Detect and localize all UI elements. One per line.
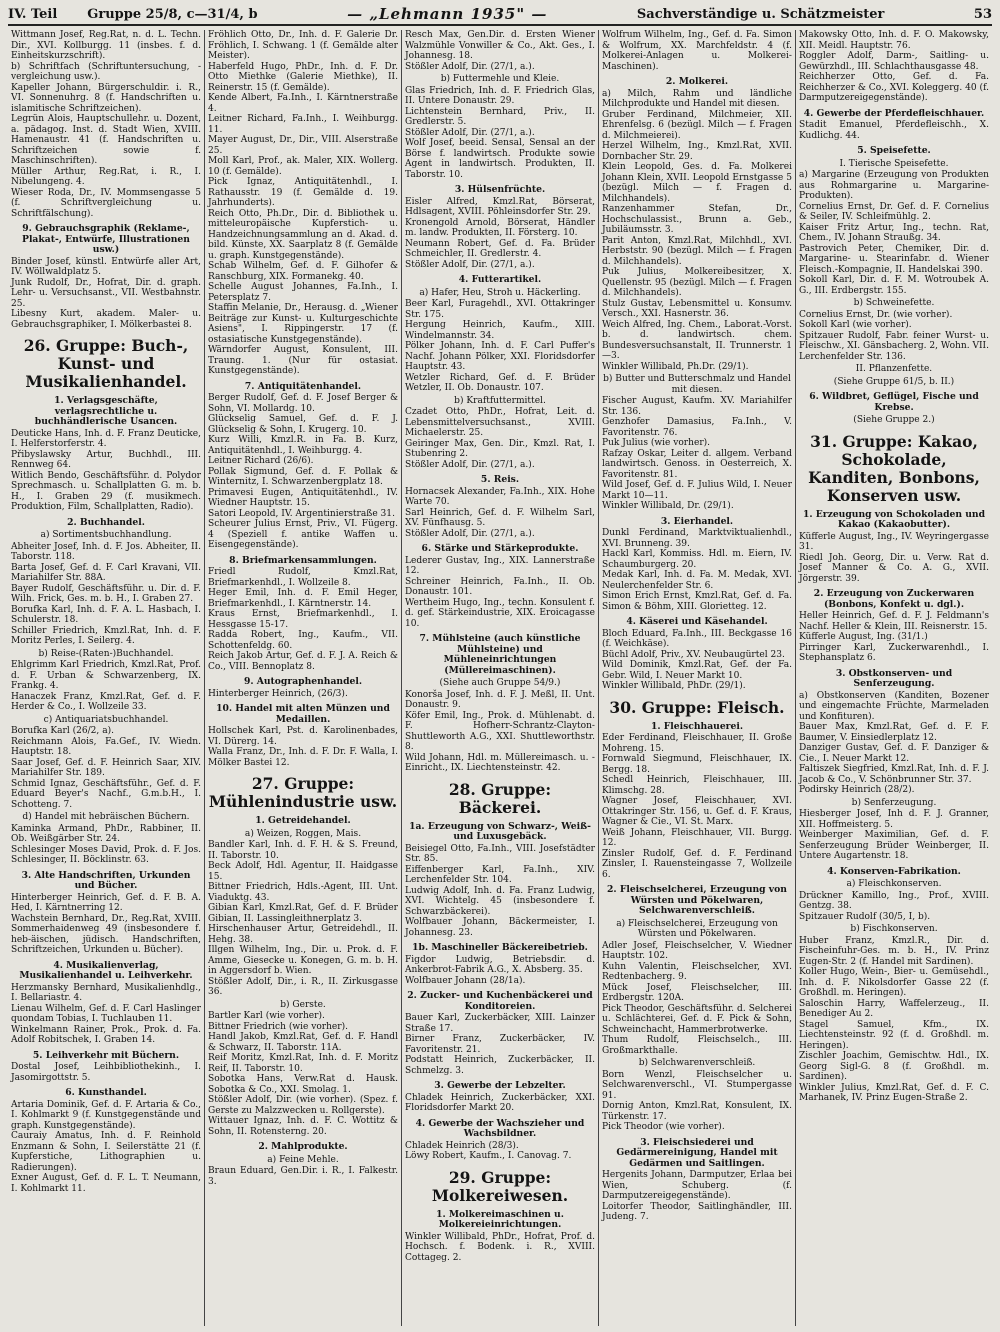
directory-entry: Czadet Otto, PhDr., Hofrat, Leit. d. Lebensmittelversuchsanst., XVIII. Michaelerstr. 25. (405, 407, 595, 438)
group-heading: 28. Gruppe: Bäckerei. (448, 779, 552, 817)
group-heading: 29. Gruppe: Molkereiwesen. (431, 1167, 569, 1205)
directory-entry: Makowsky Otto, Inh. d. F. O. Makowsky, XII. Meidl. Hauptstr. 76. (799, 30, 989, 51)
directory-entry: Schedl Heinrich, Fleischhauer, III. Klimschg. 28. (602, 775, 792, 796)
directory-entry: Hinterberger Heinrich, Gef. d. F. B. A. Hed, I. Kärntnerring 12. (11, 892, 201, 913)
directory-entry: Stößler Adolf, Dir. (27/1, a.). (405, 528, 535, 539)
directory-entry: Birner Franz, Zuckerbäcker, IV. Favoritenstr. 21. (405, 1034, 595, 1055)
directory-entry: Cauraiy Amatus, Inh. d. F. Reinhold Enzmann & Sohn, I. Seilerstätte 21 (f. Kupferstiche, Lithographien u. Radierungen). (11, 1131, 201, 1173)
group-heading: 30. Gruppe: Fleisch. (609, 697, 785, 717)
directory-entry: b) Schriftfach (Schriftuntersuchung, -vergleichung usw.). (11, 61, 201, 82)
directory-entry: Konorša Josef, Inh. d. F. J. Meßl, II. Unt. Donaustr. 9. (405, 689, 595, 710)
directory-entry: Reif Moritz, Kmzl.Rat, Inh. d. F. Moritz Reif, II. Taborstr. 10. (208, 1053, 398, 1074)
directory-entry: Lienau Wilhelm, Gef. d. F. Carl Haslinger quondam Tobias, I. Tuchlauben 11. (11, 1003, 201, 1024)
directory-entry: Pick Theodor, Geschäftsführ. d. Selcherei u. Schlächterei, Gef. d. F. Pick & Sohn, Schweinchacht, Hammerbrotwerke. (602, 1003, 792, 1035)
column-2 (205, 30, 402, 1326)
directory-entry: Puk Julius, Molkereibesitzer, X. Quellenstr. 95 (bezügl. Milch — f. Fragen d. Milchhandels). (602, 267, 792, 298)
directory-entry: Dunkl Ferdinand, Marktviktualienhdl., XVI. Brunneng. 39. (602, 528, 792, 549)
subsection-heading: 6. Wildbret, Geflügel, Fische und Krebse. (809, 391, 979, 413)
directory-entry: Mück Josef, Fleischselcher, III. Erdbergstr. 120A. (602, 982, 792, 1003)
directory-entry: Sokoll Karl, Dir. d. F. M. Wotroubek A. G., III. Erdbergstr. 155. (799, 275, 989, 296)
directory-entry: Borufka Karl, Inh. d. F. A. L. Hasbach, I. Schulerstr. 18. (11, 604, 201, 625)
directory-entry: Stulz Gustav, Lebensmittel u. Konsumv. Versch., XXI. Hasnerstr. 36. (602, 298, 792, 319)
subsection-heading: 1a. Erzeugung von Schwarz-, Weiß- und Luxusgebäck. (409, 820, 591, 842)
directory-entry: Müller Arthur, Reg.Rat, i. R., I. Nibelungeng. 4. (11, 166, 201, 187)
directory-entry: Spitzauer Rudolf (30/5, I, b). (799, 911, 931, 922)
directory-entry: Stößler Adolf, Dir., i. R., II. Zirkusgasse 36. (208, 976, 398, 997)
directory-entry: Winkelmann Rainer, Prok., Prok. d. Fa. Adolf Robitschek, I. Graben 14. (11, 1024, 201, 1045)
category-label: (Siehe Gruppe 2.) (853, 415, 935, 425)
directory-entry: Pastrovich Peter, Chemiker, Dir. d. Margarine- u. Stearinfabr. d. Wiener Fleisch.-Kompagnie, II. Handelskai 390. (799, 243, 989, 275)
directory-entry: Büchl Adolf, Priv., XV. Neubaugürtel 23. (602, 649, 785, 660)
directory-entry: Leitner Richard, Fa.Inh., I. Weihburgg. 11. (208, 114, 398, 135)
directory-entry: Friedl Rudolf, Kmzl.Rat, Briefmarkenhdl., I. Wollzeile 8. (208, 567, 398, 588)
directory-entry: Sarl Heinrich, Gef. d. F. Wilhelm Sarl, XV. Fünfhausg. 5. (405, 507, 595, 528)
subsection-heading: 4. Gewerbe der Pferdefleischhauer. (803, 107, 985, 119)
subsection-heading: 2. Erzeugung von Zuckerwaren (Bonbons, Konfekt u. dgl.). (813, 588, 975, 610)
directory-entry: Loitorfer Theodor, Saitlinghändler, III. Judeng. 7. (602, 1201, 792, 1222)
directory-entry: Weinberger Maximilian, Gef. d. F. Senferzeugung Brüder Weinberger, II. Untere Augartenstr. 18. (799, 830, 989, 861)
directory-entry: Glückselig Samuel, Gef. d. F. J. Glückselig & Sohn, I. Krugerg. 10. (208, 414, 398, 435)
subsection-heading: 6. Stärke und Stärkeprodukte. (421, 543, 579, 554)
directory-entry: Löwy Robert, Kaufm., I. Canovag. 7. (405, 1151, 572, 1161)
subsection-heading: 1. Molkereimaschinen u. Molkereieinrichtungen. (436, 1208, 564, 1230)
directory-entry: Stößler Adolf, Dir. (27/1, a.). (405, 459, 535, 470)
directory-entry: Drückner Kamillo, Ing., Prof., XVIII. Gentzg. 38. (799, 890, 989, 911)
category-label: d) Handel mit hebräischen Büchern. (22, 812, 190, 822)
subsection-heading: 1. Getreidehandel. (255, 815, 351, 826)
directory-entry: Eiffenberger Karl, Fa.Inh., XIV. Lerchenfelder Str. 104. (405, 864, 595, 885)
directory-entry: Ranzenhammer Stefan, Dr., Hochschulassist., Brunn a. Geb., Jubiläumsstr. 3. (602, 204, 792, 235)
directory-entry: Kuhn Valentin, Fleischselcher, XVI. Redtenbacherg. 9. (602, 961, 792, 982)
directory-entry: Chladek Heinrich, Zuckerbäcker, XXI. Floridsdorfer Markt 20. (405, 1092, 595, 1113)
category-label: b) Gerste. (280, 999, 326, 1010)
category-label: b) Kraftfuttermittel. (454, 395, 546, 406)
directory-entry: Kurz Willi, Kmzl.R. in Fa. B. Kurz, Antiquitätenhdl., I. Weihburgg. 4. (208, 435, 398, 456)
subsection-heading: 3. Alte Handschriften, Urkunden und Bücher. (21, 869, 191, 891)
directory-entry: Fornwald Siegmund, Fleischhauer, IX. Bergg. 18. (602, 754, 792, 775)
category-label: a) Fleischkonserven. (846, 879, 942, 889)
directory-entry: Bartler Karl (wie vorher). (208, 1011, 325, 1021)
directory-entry: Fröhlich Otto, Dr., Inh. d. F. Galerie Dr. Fröhlich, I. Schwang. 1 (f. Gemälde alter Meister). (208, 30, 398, 61)
directory-entry: Beisiegel Otto, Fa.Inh., VIII. Josefstädter Str. 85. (405, 843, 595, 864)
directory-entry: Bloch Eduard, Fa.Inh., III. Beckgasse 16 (f. Weichkäse). (602, 628, 792, 649)
directory-entry: Pick Ignaz, Antiquitätenhdl., I. Rathausstr. 19 (f. Gemälde d. 19. Jahrhunderts). (208, 177, 398, 208)
header-left (8, 7, 258, 22)
directory-entry: Leitner Richard (26/6). (208, 456, 314, 466)
subsection-heading: 3. Obstkonserven- und Senferzeugung. (835, 667, 953, 689)
directory-entry: Wolfrum Wilhelm, Ing., Gef. d. Fa. Simon & Wolfrum, XX. Marchfeldstr. 4 (f. Molkerei-Anlagen u. Molkerei-Maschinen). (602, 30, 792, 72)
directory-entry: Stößler Adolf, Dir. (27/1, a.). (405, 61, 535, 72)
subsection-heading: 2. Zucker- und Kuchenbäckerei und Konditoreien. (407, 990, 593, 1012)
directory-entry: Wolfbauer Johann, Bäckermeister, I. Johannesg. 23. (405, 917, 595, 938)
subsection-heading: 10. Handel mit alten Münzen und Medaillen. (216, 703, 390, 725)
directory-entry: Neumann Robert, Gef. d. Fa. Brüder Schmeichler, II. Gredlerstr. 4. (405, 238, 595, 259)
directory-entry: Schmid Ignaz, Geschäftsführ., Gef. d. F. Eduard Beyer's Nachf., G.m.b.H., I. Schotteng. 7. (11, 778, 201, 810)
directory-entry: Hanaczek Franz, Kmzl.Rat, Gef. d. F. Herder & Co., I. Wollzeile 33. (11, 691, 201, 712)
directory-entry: Winkler Willibald, Ph.Dr. (29/1). (602, 361, 749, 372)
directory-entry: Wild Dominik, Kmzl.Rat, Gef. der Fa. Gebr. Wild, I. Neuer Markt 10. (602, 660, 792, 681)
directory-entry: Illgen Wilhelm, Ing., Dir. u. Prok. d. F. Amme, Giesecke u. Konegen, G. m. b. H. in Aggersdorf b. Wien. (208, 945, 398, 976)
directory-entry: Satori Leopold, IV. Argentinierstraße 31. (208, 508, 395, 519)
directory-entry: Sokoll Karl (wie vorher). (799, 320, 912, 330)
category-label: b) Reise-(Raten-)Buchhandel. (38, 648, 174, 659)
directory-entry: Sobotka Hans, Verw.Rat d. Hausk. Sobotka & Co., XXI. Smolag. 1. (208, 1074, 398, 1095)
directory-entry: Schab Wilhelm, Gef. d. F. Gilhofer & Ranschburg, XIX. Formanekg. 40. (208, 261, 398, 282)
category-label: a) Feine Mehle. (267, 1154, 339, 1165)
directory-entry: a) Obstkonserven (Kanditen, Bozener und eingemachte Früchte, Marmeladen und Konfituren). (799, 690, 989, 722)
subsection-heading: 4. Käserei und Käsehandel. (626, 616, 768, 627)
directory-entry: Kaminka Armand, PhDr., Rabbiner, II. Ob. Weißgärber Str. 24. (11, 823, 201, 844)
directory-entry: Ehlgrimm Karl Friedrich, Kmzl.Rat, Prof. d. F. Urban & Schwarzenberg, IX. Frankg. 4. (11, 660, 201, 691)
directory-entry: Danziger Gustav, Gef. d. F. Danziger & Cie., I. Neuer Markt 12. (799, 743, 989, 764)
directory-entry: Adler Josef, Fleischselcher, V. Wiedner Hauptstr. 102. (602, 940, 792, 961)
directory-entry: Pölker Johann, Inh. d. F. Carl Puffer's Nachf. Johann Pölker, XXI. Floridsdorfer Hauptstr. 43. (405, 341, 595, 372)
directory-entry: Bandler Karl, Inh. d. F. H. & S. Freund, II. Taborstr. 10. (208, 840, 398, 861)
directory-entry: Kaiser Fritz Artur, Ing., techn. Rat, Chem., IV. Johann Straußg. 34. (799, 222, 989, 243)
directory-entry: Koller Hugo, Wein-, Bier- u. Gemüsehdl., Inh. d. F. Nikolsdorfer Gasse 22 (f. Großhdl. m. Heringen). (799, 967, 989, 998)
directory-entry: Born Wenzl, Fleischselcher u. Selchwarenverschl., VI. Stumpergasse 91. (602, 1069, 792, 1101)
directory-entry: Weiß Johann, Fleischhauer, VII. Burgg. 12. (602, 827, 792, 848)
directory-entry: Hornacsek Alexander, Fa.Inh., XIX. Hohe Warte 70. (405, 486, 595, 507)
directory-entry: Genzhofer Damasius, Fa.Inh., V. Favoritenstr. 76. (602, 417, 792, 438)
directory-entry: Eisler Alfred, Kmzl.Rat, Börserat, Hdlsagent, XVIII. Pöhleinsdorfer Str. 29. (405, 196, 595, 217)
directory-entry: Stößler Adolf, Dir. (wie vorher). (Spez. f. Gerste zu Malzzwecken u. Rollgerste). (208, 1095, 398, 1116)
subsection-heading: 4. Musikalienverlag, Musikalienhandel u. Leihverkehr. (19, 959, 193, 981)
category-label: b) Schweinefette. (853, 298, 935, 308)
directory-entry: Winkler Julius, Kmzl.Rat, Gef. d. F. C. Marhanek, IV. Prinz Eugen-Straße 2. (799, 1082, 989, 1103)
directory-entry: Barta Josef, Gef. d. F. Carl Kravani, VII. Mariahilfer Str. 88A. (11, 562, 201, 583)
directory-entry: Wachstein Bernhard, Dr., Reg.Rat, XVIII. Sommerhaidenweg 49 (insbesondere f. heb-äischen, jüdisch. Handschriften, Schriftzeichen, Urkunden u. Bücher). (11, 913, 201, 955)
column-4 (599, 30, 796, 1326)
subsection-heading: 1. Fleischhauerei. (650, 720, 744, 732)
subsection-heading: 3. Gewerbe der Lebzelter. (434, 1080, 566, 1091)
directory-entry: Saloschin Harry, Waffelerzeug., II. Benediger Au 2. (799, 998, 989, 1019)
directory-entry: Stadit Emanuel, Pferdefleischh., X. Kudlichg. 44. (799, 120, 989, 141)
page-header (8, 4, 992, 26)
directory-entry: Pirringer Karl, Zuckerwarenhdl., I. Stephansplatz 6. (799, 642, 989, 663)
directory-entry: Lichtenstein Bernhard, Priv., II. Gredlerstr. 5. (405, 106, 595, 127)
directory-entry: Saar Josef, Gef. d. F. Heinrich Saar, XIV. Mariahilfer Str. 189. (11, 757, 201, 778)
directory-entry: Hergung Heinrich, Kaufm., XIII. Windelmannstr. 34. (405, 320, 595, 341)
directory-entry: Spitzauer Rudolf, Fabr. feiner Wurst- u. Fleischw., XI. Gänsbacherg. 2, Wohn. VII. Lerchenfelder Str. 136. (799, 330, 990, 362)
directory-entry: Medak Karl, Inh. d. Fa. M. Medak, XVI. Neulerchenfelder Str. 6. (602, 570, 792, 591)
directory-entry: Legrün Alois, Hauptschullehr. u. Dozent, a. pädagog. Inst. d. Stadt Wien, XVIII. Hamenaustr. 41 (f. Handschriften u. Schriftzeichen sowie f. Maschinschriften). (11, 114, 201, 166)
subsection-heading: 9. Autographenhandel. (243, 676, 363, 687)
subsection-heading: 7. Mühlsteine (auch künstliche Mühlsteine) und Mühleneinrichtungen (Müllereimaschinen). (419, 633, 581, 676)
directory-entry: Schlesinger Moses David, Prok. d. F. Jos. Schlesinger, II. Böcklinstr. 63. (11, 844, 201, 865)
category-label: a) Weizen, Roggen, Mais. (244, 828, 362, 839)
directory-entry: Cornelius Ernst, Dr. (wie vorher). (799, 309, 953, 320)
directory-entry: Chladek Heinrich (28/3). (405, 1140, 519, 1151)
directory-entry: Wärndorfer August, Konsulent, III. Traung. 1. (Nur für ostasiat. Kunstgegenstände). (208, 345, 398, 376)
category-label: I. Tierische Speisefette. (839, 158, 949, 169)
directory-entry: Geiringer Max, Gen. Dir., Kmzl. Rat, I. Stubenring 2. (405, 438, 595, 459)
subsection-heading: 3. Hülsenfrüchte. (454, 184, 546, 195)
directory-entry: Gibian Karl, Kmzl.Rat, Gef. d. F. Brüder Gibian, II. Lassingleithnerplatz 3. (208, 903, 398, 924)
directory-entry: Riedl Joh. Georg, Dir. u. Verw. Rat d. Josef Manner & Co. A. G., XVII. Jörgerstr. 39. (799, 552, 989, 584)
subsection-heading: 7. Antiquitätenhandel. (244, 380, 362, 392)
subsection-heading: 3. Eierhandel. (660, 515, 734, 527)
category-label: b) Senferzeugung. (851, 797, 937, 808)
subsection-heading: 4. Konserven-Fabrikation. (827, 865, 961, 877)
directory-entry: Beer Karl, Furagehdl., XVI. Ottakringer Str. 175. (405, 299, 595, 320)
directory-entry: Berger Rudolf, Gef. d. F. Josef Berger & Sohn, VI. Mollardg. 10. (208, 393, 398, 414)
directory-entry: a) Milch, Rahm und ländliche Milchprodukte und Handel mit diesen. (602, 88, 792, 109)
directory-entry: Junk Rudolf, Dr., Hofrat, Dir. d. graph. Lehr- u. Versuchsanst., VII. Westbahnstr. 25. (11, 277, 201, 309)
directory-entry: Reich Jakob Artur, Gef. d. F. J. A. Reich & Co., VIII. Bennoplatz 8. (208, 651, 398, 672)
directory-entry: Beck Adolf, Hdl. Agentur, II. Haidgasse 15. (208, 861, 398, 882)
directory-entry: Witlich Bendo, Geschäftsführ. d. Polydor Sprechmasch. u. Schallplatten G. m. b. H., I. Graben 29 (f. musikmech. Produktion, Film, Schallplatten, Radio). (11, 470, 201, 512)
directory-entry: Glas Friedrich, Inh. d. F. Friedrich Glas, II. Untere Donaustr. 29. (405, 85, 595, 106)
directory-entry: Herzel Wilhelm, Ing., Kmzl.Rat, XVII. Dornbacher Str. 29. (602, 141, 792, 162)
directory-entry: Wieser Roda, Dr., IV. Mommsengasse 5 (f. Schriftvergleichung u. Schriftfälschung). (11, 187, 201, 219)
group-heading: 26. Gruppe: Buch-, Kunst- und Musikalienhandel. (23, 336, 189, 391)
category-label: (Siehe Gruppe 61/5, b. II.) (833, 376, 955, 387)
directory-entry: Simon Erich Ernst, Kmzl.Rat, Gef. d. Fa. Simon & Böhm, XIII. Glorietteg. 12. (602, 591, 792, 612)
directory-entry: Bauer Max, Kmzl.Rat, Gef. d. F. F. Baumer, V. Einsiedlerplatz 12. (799, 722, 989, 743)
subsection-heading: 2. Fleischselcherei, Erzeugung von Würsten und Pökelwaren, Selchwarenverschleiß. (607, 884, 787, 916)
subsection-heading: 5. Speisefette. (857, 145, 931, 156)
directory-entry: Heger Emil, Inh. d. F. Emil Heger, Briefmarkenhdl., I. Kärntnerstr. 14. (208, 588, 398, 609)
directory-entry: Wild Josef, Gef. d. F. Julius Wild, I. Neuer Markt 10—11. (602, 480, 792, 501)
group-heading: 27. Gruppe: Mühlenindustrie usw. (208, 774, 398, 811)
column-5 (796, 30, 992, 1326)
subsection-heading: 1. Erzeugung von Schokoladen und Kakao (Kakaobutter). (802, 508, 986, 530)
subsection-heading: 3. Fleischsiederei und Gedärmereinigung, Handel mit Gedärmen und Saitlingen. (616, 1136, 778, 1169)
directory-entry: Puk Julius (wie vorher). (602, 438, 711, 448)
directory-entry: Podirsky Heinrich (28/2). (799, 785, 915, 795)
subsection-heading: 1. Verlagsgeschäfte, verlagsrechtliche u. buchhändlerische Usancen. (34, 395, 178, 427)
category-label: a) Hafer, Heu, Stroh u. Häckerling. (419, 287, 581, 298)
group-range: Gruppe 25/8, c—31/4, b (87, 6, 258, 22)
directory-entry: Winkler Willibald, PhDr., Hofrat, Prof. d. Hochsch. f. Bodenk. i. R., XVIII. Cottageg. 2. (405, 1231, 595, 1263)
directory-entry: Deuticke Hans, Inh. d. F. Franz Deuticke, I. Helferstorferstr. 4. (11, 428, 201, 449)
directory-entry: Hiesberger Josef, Inh d. F. J. Granner, XII. Hoffmeisterg. 5. (799, 809, 989, 830)
directory-entry: Wild Johann, Hdl. m. Müllereimasch. u. -Einricht., IX. Liechtensteinstr. 42. (405, 752, 595, 773)
directory-entry: Reichherzer Otto, Gef. d. Fa. Reichherzer & Co., XVI. Koleggerg. 40 (f. Darmputzereigegenstände). (799, 72, 989, 103)
directory-entry: Bayer Rudolf, Geschäftsführ. u. Dir. d. F. Wilh. Frick, Ges. m. b. H., I. Graben 27. (11, 583, 201, 604)
directory-entry: Wittauer Ignaz, Inh. d. F. C. Wottitz & Sohn, II. Rotensterng. 20. (208, 1116, 398, 1137)
directory-entry: Fischer August, Kaufm. XV. Mariahilfer Str. 136. (602, 396, 792, 417)
directory-entry: Braun Eduard, Gen.Dir. i. R., I. Falkestr. 3. (208, 1166, 398, 1187)
directory-entry: Radda Robert, Ing., Kaufm., VII. Schottenfeldg. 60. (208, 630, 398, 651)
directory-entry: Artaria Dominik, Gef. d. F. Artaria & Co., I. Kohlmarkt 9 (f. Kunstgegenstände und graph. Kunstgegenstände). (11, 1099, 201, 1131)
directory-entry: Wittmann Josef, Reg.Rat, n. d. L. Techn. Dir., XVI. Kollburgg. 11 (insbes. f. d. Einheitskurzschrift). (11, 30, 201, 61)
category-label: II. Pflanzenfette. (855, 364, 933, 374)
directory-entry: Roggler Adolf, Darm-, Saitling- u. Gewürzhdl., III. Schlachthausgasse 48. (799, 51, 989, 72)
subsection-heading: 4. Futterartikel. (458, 274, 542, 285)
directory-entry: Kronengold Arnold, Börserat, Händler m. landw. Produkten, II. Försterg. 10. (405, 217, 595, 238)
directory-entry: Küfferle August, Ing., IV. Weyringergasse 31. (799, 531, 989, 552)
text-columns (8, 30, 992, 1326)
category-label: b) Fischkonserven. (850, 924, 938, 934)
directory-entry: Wertheim Hugo, Ing., techn. Konsulent f. d. gef. Stärkeindustrie, XIX. Eroicagasse 10. (405, 597, 595, 629)
directory-entry: Stößler Adolf, Dir. (27/1, a.). (405, 127, 535, 138)
subsection-heading: 5. Reis. (480, 474, 520, 485)
directory-entry: Stößler Adolf, Dir. (27/1, a.). (405, 259, 535, 270)
subsection-heading: 1b. Maschineller Bäckereibetrieb. (412, 942, 588, 953)
directory-entry: Hollschek Karl, Pst. d. Karolinenbades, VI. Dürerg. 14. (208, 726, 398, 747)
section-label: IV. Teil (8, 6, 58, 22)
directory-entry: Zischler Joachim, Gemischtw. Hdl., IX. Georg Sigl-G. 8 (f. Großhdl. m. Sardinen). (799, 1051, 989, 1082)
directory-entry: Zinsler Rudolf, Gef. d. F. Ferdinand Zinsler, I. Rauensteingasse 7, Wollzeile 6. (602, 848, 792, 880)
directory-entry: Kapeller Johann, Bürgerschuldir. i. R., VI. Sonnenuhrg. 8 (f. Handschriften u. islamitische Schriftzeichen). (11, 82, 201, 114)
directory-entry: Thum Rudolf, Fleischselch., III. Großmarkthalle. (602, 1035, 792, 1056)
directory-entry: Kraus Ernst, Briefmarkenhdl., I. Hessgasse 15-17. (208, 609, 398, 630)
subsection-heading: 4. Gewerbe der Wachszieher und Wachsbildner. (415, 1117, 585, 1139)
directory-entry: Wolfbauer Johann (28/1a). (405, 975, 526, 986)
directory-entry: Resch Max, Gen.Dir. d. Ersten Wiener Walzmühle Vonwiller & Co., Akt. Ges., I. Johannesg. 18. (405, 30, 595, 61)
category-label: b) Futtermehle und Kleie. (440, 74, 560, 84)
directory-entry: Abheiter Josef, Inh. d. F. Jos. Abheiter, II. Taborstr. 118. (11, 541, 201, 562)
publication-title: — „Lehmann 1935" — (347, 5, 548, 23)
directory-entry: Heller Heinrich, Gef. d. F. J. Feldmann's Nachf. Heller & Klein, III. Reisnerstr. 15. (799, 611, 989, 632)
directory-entry: Winkler Willibald, Dr. (29/1). (602, 501, 734, 511)
directory-entry: Weich Alfred, Ing. Chem., Laborat.-Vorst. b. d. landwirtsch. chem. Bundesversuchsanstalt, II. Trunnerstr. 1—3. (602, 319, 792, 361)
category-label: c) Antiquariatsbuchhandel. (43, 714, 169, 725)
directory-entry: Walla Franz, Dr., Inh. d. F. Dr. F. Walla, I. Mölker Bastei 12. (208, 747, 398, 768)
directory-entry: Winkler Willibald, PhDr. (29/1). (602, 681, 746, 691)
directory-entry: Klein Leopold, Ges. d. Fa. Molkerei Johann Klein, XVII. Leopold Ernstgasse 5 (bezügl. Milch — f. Fragen d. Milchhandels). (602, 162, 792, 204)
section-title: Sachverständige u. Schätzmeister (636, 6, 885, 22)
directory-entry: Huber Franz, Kmzl.R., Dir. d. Fischeinfuhr-Ges. m. b. H., IV. Prinz Eugen-Str. 2 (f. Handel mit Sardinen). (799, 935, 989, 967)
category-label: (Siehe auch Gruppe 54/9.) (439, 678, 561, 688)
directory-entry: Hergenits Johann, Darmputzer, Erlaa bei Wien, Schuberg. (f. Darmputzereigegenstände). (602, 1170, 792, 1201)
directory-entry: Cornelius Ernst, Dr. Gef. d. F. Cornelius & Seiler, IV. Schleifmühlg. 2. (799, 201, 989, 222)
subsection-heading: 6. Kunsthandel. (65, 1087, 147, 1098)
subsection-heading: 8. Briefmarkensammlungen. (229, 554, 377, 566)
directory-entry: Parit Anton, Kmzl.Rat, Milchhdl., XVI. Herbststr. 90 (bezügl. Milch — f. Fragen d. Milchhandels). (602, 235, 792, 267)
subsection-heading: 2. Buchhandel. (67, 516, 145, 528)
directory-entry: Dostal Josef, Leihbibliothekinh., I. Jasomirgottstr. 5. (11, 1062, 201, 1083)
directory-entry: Eder Ferdinand, Fleischhauer, II. Große Mohreng. 15. (602, 733, 792, 754)
directory-entry: Küfferle August, Ing. (31/1.) (799, 632, 928, 642)
directory-entry: Binder Josef, künstl. Entwürfe aller Art, IV. Wöllwaldplatz 5. (11, 256, 201, 277)
directory-entry: Borufka Karl (26/2, a). (11, 726, 114, 736)
directory-entry: Pollak Sigmund, Gef. d. F. Pollak & Winternitz, I. Schwarzenbergplatz 18. (208, 466, 398, 487)
category-label: a) Fleischselcherei, Erzeugung von Würsten und Pökelwaren. (616, 918, 778, 939)
directory-entry: Podstatt Heinrich, Zuckerbäcker, II. Schmelzg. 3. (405, 1055, 595, 1076)
subsection-heading: 5. Leihverkehr mit Büchern. (32, 1049, 180, 1061)
directory-entry: Hackl Karl, Kommiss. Hdl. m. Eiern, IV. Schaumburgerg. 20. (602, 549, 792, 570)
directory-entry: Handl Jakob, Kmzl.Rat, Gef. d. F. Handl & Schwarz, II. Taborstr. 11A. (208, 1032, 398, 1053)
directory-entry: Přibyslawsky Artur, Buchhdl., III. Rennweg 64. (11, 449, 201, 470)
column-3 (402, 30, 599, 1326)
directory-entry: Mayer August, Dr., Dir., VIII. Alserstraße 25. (208, 135, 398, 156)
directory-entry: Exner August, Gef. d. F. L. T. Neumann, I. Kohlmarkt 11. (11, 1173, 201, 1194)
directory-entry: Figdor Ludwig, Betriebsdir. d. Ankerbrot-Fabrik A.G., X. Absberg. 35. (405, 954, 595, 975)
directory-entry: Schelle August Johannes, Fa.Inh., I. Petersplatz 7. (208, 282, 398, 303)
column-1 (8, 30, 205, 1326)
directory-entry: Schiller Friedrich, Kmzl.Rat, Inh. d. F. Moritz Perles, I. Seilerg. 4. (11, 625, 201, 646)
directory-entry: Reich Otto, Ph.Dr., Dir. d. Bibliothek u. mitteleuropäische Kupferstich- u. Handzeichnungsammlung an d. Akad. d. bild. Künste, XX. Saarplatz 8 (f. Gemälde u. graph. Kunstgegenstände). (208, 208, 398, 261)
directory-entry: Wolf Josef, beeid. Sensal, Sensal an der Börse f. landwirtsch. Produkte sowie Agent in landwirtsch. Produkten, II. Taborstr. 10. (405, 138, 595, 180)
directory-entry: Hirschenhauser Artur, Getreidehdl., II. Hehg. 38. (208, 924, 398, 945)
directory-entry: Dornig Anton, Kmzl.Rat, Konsulent, IX. Türkenstr. 17. (602, 1101, 792, 1122)
directory-entry: Libesny Kurt, akadem. Maler- u. Gebrauchsgraphiker, I. Mölkerbastei 8. (11, 309, 201, 330)
directory-entry: Scheurer Julius Ernst, Priv., VI. Fügerg. 4 (Speziell f. antike Waffen u. Eisengegenstände). (208, 519, 398, 550)
directory-entry: Wetzler Richard, Gef. d. F. Brüder Wetzler, II. Ob. Donaustr. 107. (405, 372, 595, 393)
subsection-heading: 9. Gebrauchsgraphik (Reklame-, Plakat-, Entwürfe, Illustrationen usw.) (22, 223, 190, 255)
subsection-heading: 2. Molkerei. (665, 76, 729, 87)
directory-entry: Bauer Karl, Zuckerbäcker, XIII. Lainzer Straße 17. (405, 1013, 595, 1034)
directory-entry: Kende Albert, Fa.Inh., I. Kärntnerstraße 4. (208, 93, 398, 114)
subsection-heading: 2. Mahlprodukte. (258, 1141, 348, 1152)
directory-entry: Staffin Melanie, Dr., Herausg. d. „Wiener Beiträge zur Kunst- u. Kulturgeschichte Asiens", I. Rippingerstr. 17 (f. ostasiatische Kunstgegenstände). (208, 303, 398, 345)
category-label: b) Selchwarenverschleiß. (638, 1058, 756, 1068)
directory-entry: Stagel Samuel, Kfm., IX. Liechtensteinstr. 92 (f. d. Großhdl. m. Heringen). (799, 1019, 989, 1051)
directory-entry: a) Margarine (Erzeugung von Produkten aus Rohmargarine u. Margarine-Produkten). (799, 170, 989, 201)
directory-entry: Faltiszek Siegfried, Kmzl.Rat, Inh. d. F. J. Jacob & Co., V. Schönbrunner Str. 37. (799, 764, 989, 785)
directory-entry: Moll Karl, Prof., ak. Maler, XIX. Wollerg. 10 (f. Gemälde). (208, 156, 398, 177)
directory-entry: Wagner Josef, Fleischhauer, XVI. Ottakringer Str. 156, u. Gef. d. F. Kraus, Wagner & Cie., VI. St. Marx. (602, 796, 792, 827)
category-label: a) Sortimentsbuchhandlung. (40, 530, 172, 540)
directory-entry: Gruber Ferdinand, Milchmeier, XII. Ehrenfelsg. 6 (bezügl. Milch — f. Fragen d. Milchmeierei). (602, 109, 792, 141)
directory-entry: Hinterberger Heinrich, (26/3). (208, 688, 348, 699)
page-number: 53 (973, 6, 992, 22)
directory-entry: Köfer Emil, Ing., Prok. d. Mühlenabt. d. F. Hofherr-Schrantz-Clayton-Shuttleworth A.G., XXI. Shuttleworthstr. 8. (405, 710, 595, 752)
group-heading: 31. Gruppe: Kakao, Schokolade, Kanditen, Bonbons, Konserven usw. (808, 431, 980, 505)
directory-entry: Rafzay Oskar, Leiter d. allgem. Verband landwirtsch. Genoss. in Oesterreich, X. Favoritenstr. 81. (602, 448, 792, 480)
directory-entry: Primavesi Eugen, Antiquitätenhdl., IV. Wiedner Hauptstr. 15. (208, 487, 398, 508)
directory-entry: Haberfeld Hugo, PhDr., Inh. d. F. Dr. Otto Miethke (Galerie Miethke), II. Reinerstr. 15 (f. Gemälde). (208, 61, 398, 93)
directory-entry: Herzmansky Bernhard, Musikalienhdlg., I. Bellariastr. 4. (11, 982, 201, 1003)
directory-entry: Bittner Friedrich (wie vorher). (208, 1021, 349, 1032)
directory-entry: Ludwig Adolf, Inh. d. Fa. Franz Ludwig, XVI. Wichtelg. 45 (insbesondere f. Schwarzbäckerei). (405, 885, 595, 917)
directory-entry: Reichmann Alois, Fa.Gef., IV. Wiedn. Hauptstr. 18. (11, 736, 201, 757)
directory-entry: Lederer Gustav, Ing., XIX. Lannerstraße 12. (405, 555, 595, 576)
category-label: b) Butter und Butterschmalz und Handel mit diesen. (603, 374, 791, 395)
directory-entry: Schreiner Heinrich, Fa.Inh., II. Ob. Donaustr. 101. (405, 576, 595, 597)
directory-entry: Bittner Friedrich, Hdls.-Agent, III. Unt. Viaduktg. 43. (208, 882, 398, 903)
directory-entry: Pick Theodor (wie vorher). (602, 1122, 725, 1132)
